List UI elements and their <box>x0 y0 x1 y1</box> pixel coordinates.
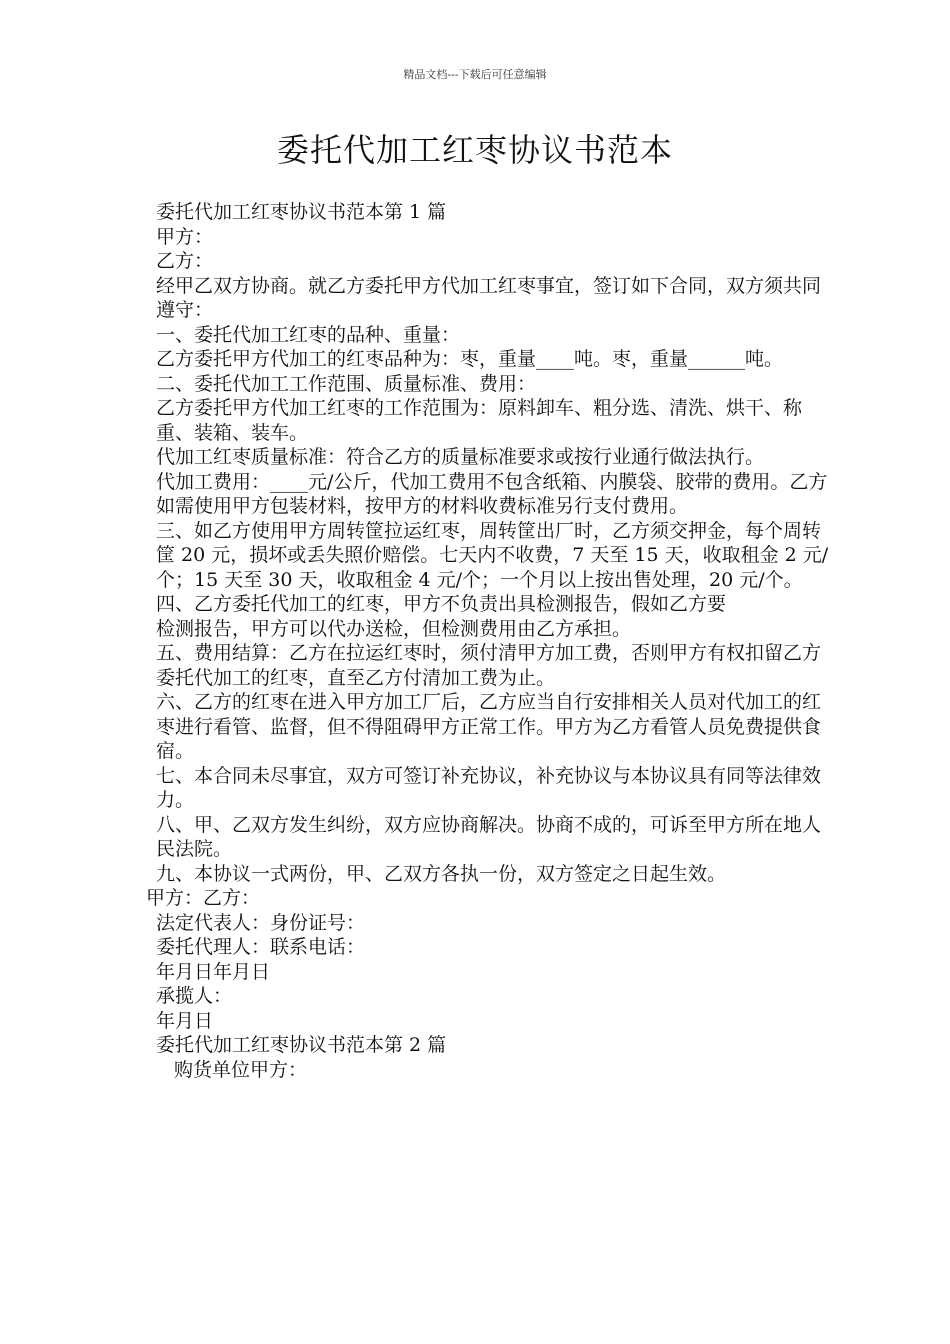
paragraph-quality-standard: 代加工红枣质量标准：符合乙方的质量标准要求或按行业通行做法执行。 <box>156 446 765 468</box>
paragraph-processing-fee: 代加工费用：____元/公斤，代加工费用不包含纸箱、内膜袋、胶带的费用。乙方如需使用甲方包装材料，按甲方的材料收费标准另行支付费用。 <box>156 470 828 517</box>
paragraph-section-2-heading: 二、委托代加工工作范围、质量标准、费用： <box>156 372 537 395</box>
paragraph-signature-parties: 甲方：乙方： <box>146 887 261 909</box>
paragraph-section-7: 七、本合同未尽事宜，双方可签订补充协议，补充协议与本协议具有同等法律效力。 <box>156 764 822 811</box>
paragraph-work-scope: 乙方委托甲方代加工红枣的工作范围为：原料卸车、粗分选、清洗、烘干、称重、装箱、装车。 <box>156 397 803 444</box>
paragraph-article-2-heading: 委托代加工红枣协议书范本第 2 篇 <box>156 1034 447 1056</box>
paragraph-section-5: 五、费用结算：乙方在拉运红枣时，须付清甲方加工费，否则甲方有权扣留乙方委托代加工的红枣，直至乙方付清加工费为止。 <box>156 642 822 689</box>
paragraph-party-a: 甲方： <box>156 225 214 248</box>
paragraph-party-b: 乙方： <box>156 250 214 272</box>
paragraph-section-6: 六、乙方的红枣在进入甲方加工厂后，乙方应当自行安排相关人员对代加工的红枣进行看管、监督，但不得阻碍甲方正常工作。甲方为乙方看管人员免费提供食宿。 <box>156 691 822 762</box>
paragraph-section-1-body: 乙方委托甲方代加工的红枣品种为：枣，重量____吨。枣，重量______吨。 <box>156 348 784 370</box>
header-note: 精品文档---下载后可任意编辑 <box>403 68 547 81</box>
paragraph-section-4: 四、乙方委托代加工的红枣，甲方不负责出具检测报告，假如乙方要 <box>156 593 727 615</box>
paragraph-article-1-heading: 委托代加工红枣协议书范本第 1 篇 <box>156 201 447 223</box>
paragraph-dates: 年月日年月日 <box>156 960 271 983</box>
document-body <box>146 200 836 1082</box>
paragraph-contractor: 承揽人： <box>156 985 233 1007</box>
paragraph-preamble: 经甲乙双方协商。就乙方委托甲方代加工红枣事宜，签订如下合同，双方须共同遵守： <box>156 274 822 321</box>
paragraph-section-3: 三、如乙方使用甲方周转筐拉运红枣，周转筐出厂时，乙方须交押金，每个周转筐 20 元，损坏或丢失照价赔偿。七天内不收费，7 天至 15 天，收取租金 2 元/个；15 天至 30 天，收取租金 4 元/个；一个月以上按出售处理，20 元/个。 <box>156 519 829 591</box>
paragraph-section-8: 八、甲、乙双方发生纠纷，双方应协商解决。协商不成的，可诉至甲方所在地人民法院。 <box>156 813 822 860</box>
document-title: 委托代加工红枣协议书范本 <box>276 131 673 169</box>
paragraph-section-4-cont: 检测报告，甲方可以代办送检，但检测费用由乙方承担。 <box>156 617 632 640</box>
paragraph-contractor-date: 年月日 <box>156 1009 214 1032</box>
paragraph-agent: 委托代理人：联系电话： <box>156 936 366 958</box>
paragraph-section-9: 九、本协议一式两份，甲、乙双方各执一份，双方签定之日起生效。 <box>156 862 727 885</box>
paragraph-buyer-party-a: 购货单位甲方： <box>174 1058 308 1081</box>
paragraph-section-1-heading: 一、委托代加工红枣的品种、重量： <box>156 323 461 346</box>
paragraph-legal-representative: 法定代表人：身份证号： <box>156 911 366 934</box>
